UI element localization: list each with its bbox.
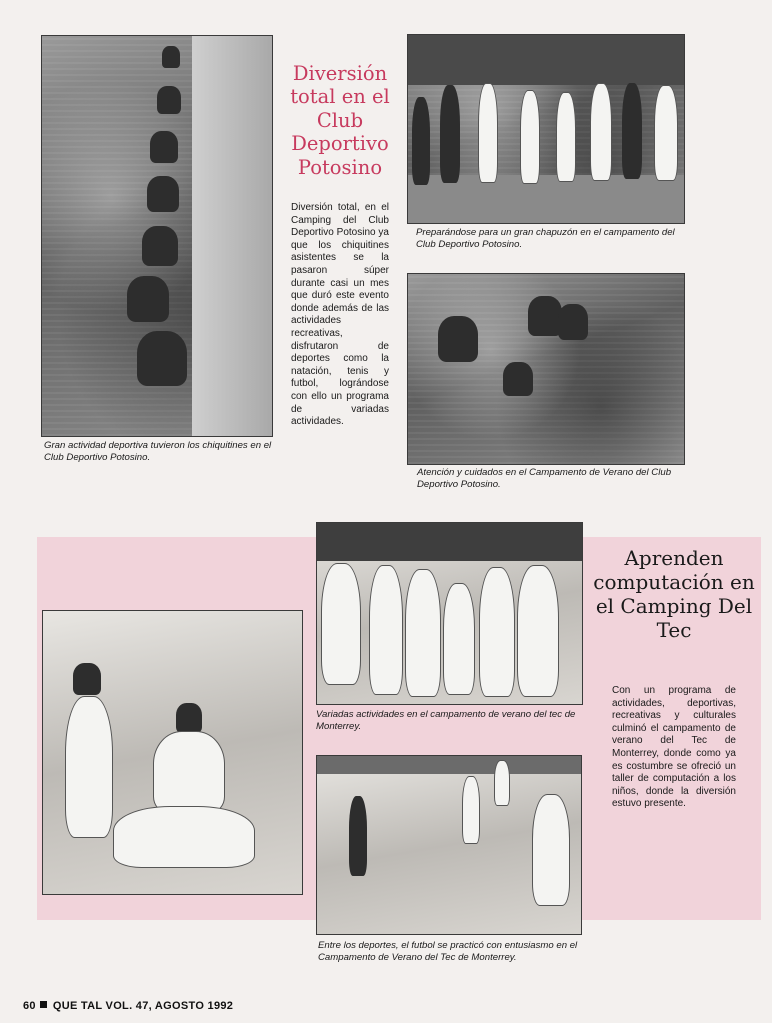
caption-swim-care: Atención y cuidados en el Campamento de Verano del Club Deportivo Potosino.: [417, 467, 672, 490]
photo-kids-lineup: [407, 34, 685, 224]
page-number: 60: [23, 1000, 36, 1012]
caption-kids-lineup: Preparándose para un gran chapuzón en el campamento del Club Deportivo Potosino.: [416, 227, 675, 250]
publication-info: QUE TAL VOL. 47, AGOSTO 1992: [52, 1000, 234, 1012]
caption-tec-group: Variadas actividades en el campamento de verano del tec de Monterrey.: [316, 709, 576, 732]
article-body-camping-tec: Con un programa de actividades, deportivas, recreativas y culturales culminó el campamento de verano del Tec de Monterrey, donde como ya es costumbre se ofreció un taller de computación a los niños, donde la diversión estuvo presente.: [612, 685, 736, 810]
photo-tec-group: [316, 522, 583, 705]
photo-soccer-tackle: [42, 610, 303, 895]
caption-pool-kids: Gran actividad deportiva tuvieron los chiquitines en el Club Deportivo Potosino.: [44, 440, 272, 463]
article-body-club-deportivo: Diversión total, en el Camping del Club Deportivo Potosino ya que los chiquitines asistentes se la pasaron súper durante casi un mes que duró este evento donde además de las actividades recreativas, disfrutaron de deportes como la natación, tenis y futbol, lográndose con ello un programa de variadas actividades.: [291, 202, 389, 428]
headline-club-deportivo: Diversión total en el Club Deportivo Potosino: [290, 62, 390, 179]
photo-soccer-field: [316, 755, 582, 935]
photo-pool-kids: [41, 35, 273, 437]
headline-camping-tec: Aprenden computación en el Camping Del Tec: [593, 546, 755, 642]
square-bullet-icon: [40, 1001, 47, 1008]
caption-soccer-field: Entre los deportes, el futbol se practicó con entusiasmo en el Campamento de Verano del Tec de Monterrey.: [318, 940, 578, 963]
page-footer: [23, 1000, 233, 1012]
photo-swim-care: [407, 273, 685, 465]
